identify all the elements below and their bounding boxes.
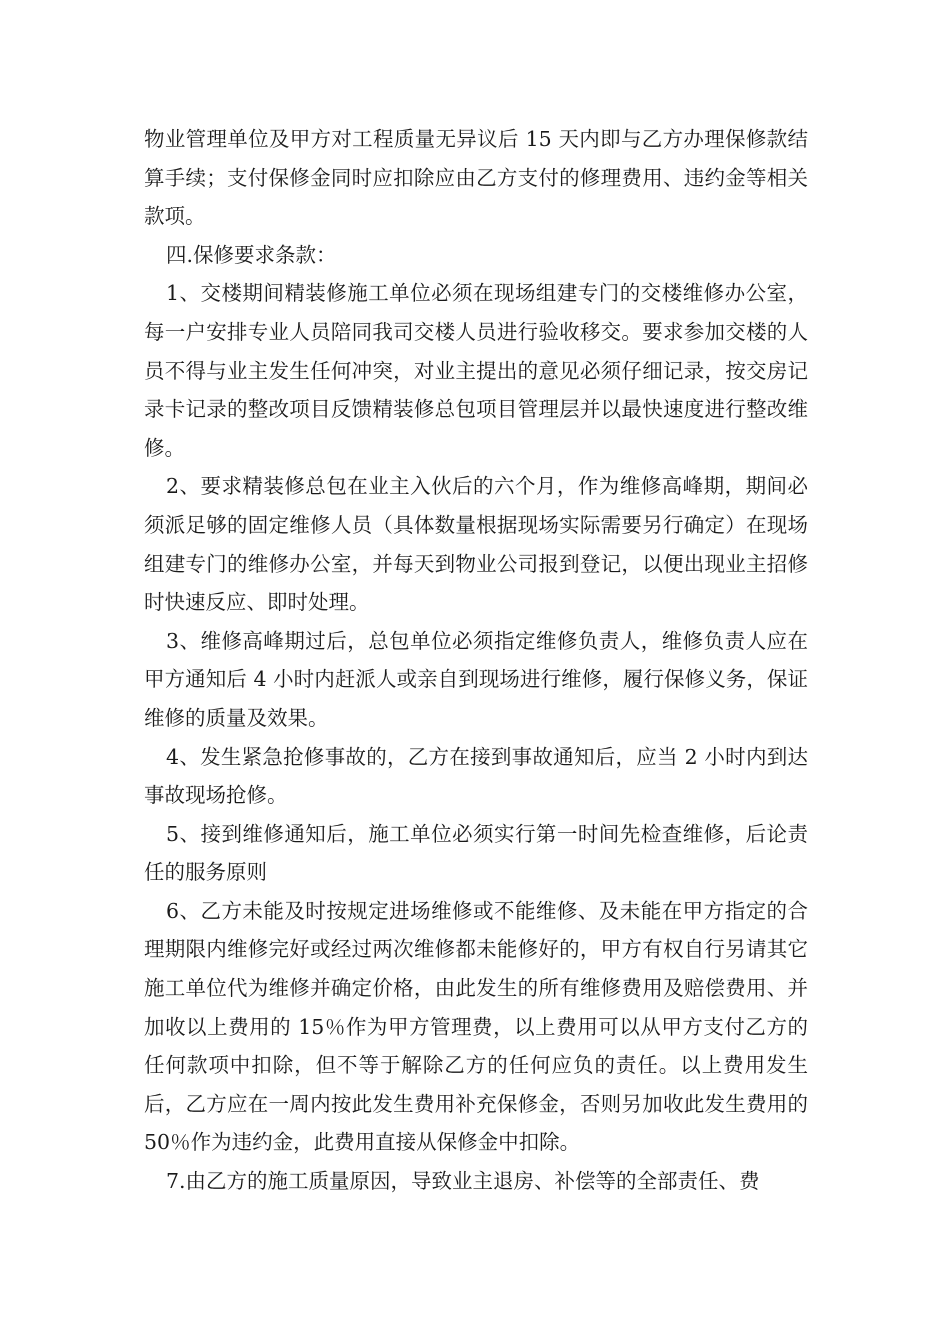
document-body (144, 120, 808, 1201)
paragraph-settlement: 物业管理单位及甲方对工程质量无异议后 15 天内即与乙方办理保修款结算手续；支付保修金同时应扣除应由乙方支付的修理费用、违约金等相关款项。 (144, 127, 808, 229)
clause-1: 1、交楼期间精装修施工单位必须在现场组建专门的交楼维修办公室，每一户安排专业人员陪同我司交楼人员进行验收移交。要求参加交楼的人员不得与业主发生任何冲突，对业主提出的意见必须仔细记录，按交房记录卡记录的整改项目反馈精装修总包项目管理层并以最快速度进行整改维修。 (144, 281, 808, 460)
clause-6: 6、乙方未能及时按规定进场维修或不能维修、及未能在甲方指定的合理期限内维修完好或经过两次维修都未能修好的，甲方有权自行另请其它施工单位代为维修并确定价格，由此发生的所有维修费用及赔偿费用、并加收以上费用的 15％作为甲方管理费，以上费用可以从甲方支付乙方的任何款项中扣除，但不等于解除乙方的任何应负的责任。以上费用发生后，乙方应在一周内按此发生费用补充保修金，否则另加收此发生费用的 50％作为违约金，此费用直接从保修金中扣除。 (144, 898, 808, 1155)
clause-2: 2、要求精装修总包在业主入伙后的六个月，作为维修高峰期，期间必须派足够的固定维修人员（具体数量根据现场实际需要另行确定）在现场组建专门的维修办公室，并每天到物业公司报到登记，以便出现业主招修时快速反应、即时处理。 (144, 474, 808, 615)
clause-3: 3、维修高峰期过后，总包单位必须指定维修负责人，维修负责人应在甲方通知后 4 小时内赶派人或亲自到现场进行维修，履行保修义务，保证维修的质量及效果。 (144, 628, 808, 730)
clause-7: 7.由乙方的施工质量原因，导致业主退房、补偿等的全部责任、费 (166, 1169, 760, 1194)
clause-4: 4、发生紧急抢修事故的，乙方在接到事故通知后，应当 2 小时内到达事故现场抢修。 (144, 744, 808, 808)
section-heading-warranty-terms: 四.保修要求条款： (166, 242, 337, 267)
clause-5: 5、接到维修通知后，施工单位必须实行第一时间先检查维修，后论责任的服务原则 (144, 821, 808, 885)
